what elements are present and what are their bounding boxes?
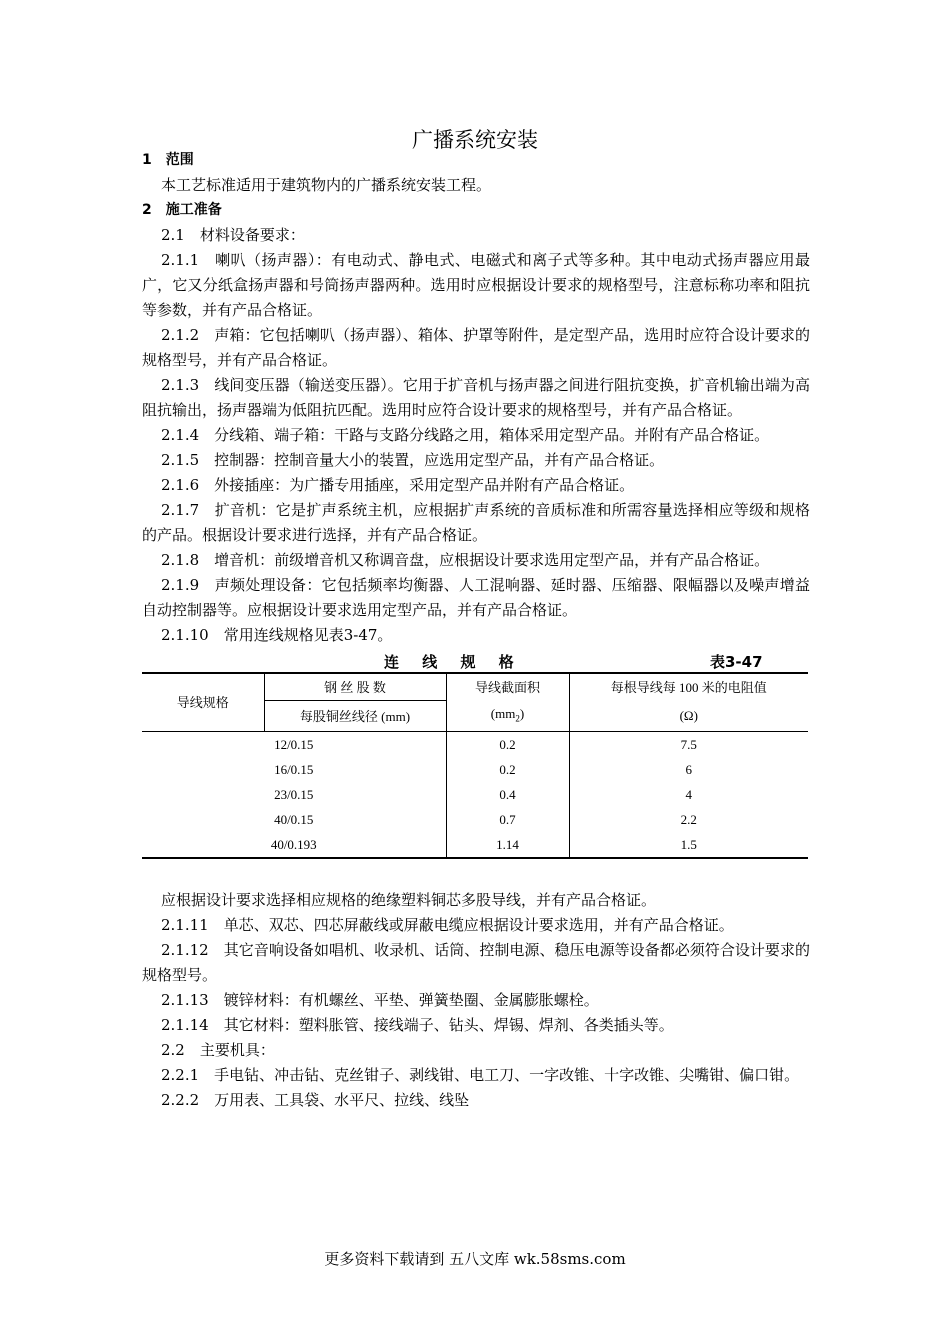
paragraph: 2.1.4 分线箱、端子箱：干路与支路分线路之用，箱体采用定型产品。并附有产品合格证。	[161, 426, 770, 444]
section-2-heading: 2 施工准备	[142, 202, 222, 218]
cell-area: 0.4	[446, 782, 569, 807]
header-strand-count: 钢 丝 股 数	[264, 673, 446, 701]
cell-area: 1.14	[446, 832, 569, 858]
paragraph: 2.1.13 镀锌材料：有机螺丝、平垫、弹簧垫圈、金属膨胀螺栓。	[161, 991, 599, 1010]
cell-resistance: 6	[569, 757, 808, 782]
paragraph: 2.1.6 外接插座：为广播专用插座，采用定型产品并附有产品合格证。	[161, 476, 635, 494]
header-resistance: 每根导线每 100 米的电阻值	[569, 673, 808, 701]
table-caption-row	[142, 650, 810, 672]
footer-link[interactable]: 更多资料下载请到 五八文库 wk.58sms.com	[324, 1250, 626, 1268]
wire-spec-table	[142, 672, 808, 859]
cell-spec: 40/0.15	[274, 812, 314, 828]
cell-spec: 23/0.15	[274, 787, 314, 803]
paragraph: 2.1.2 声箱：它包括喇叭（扬声器）、箱体、护罩等附件，是定型产品，选用时应符合设计要求的规格型号，并有产品合格证。	[142, 326, 810, 369]
paragraph: 2.2.1 手电钻、冲击钻、克丝钳子、剥线钳、电工刀、一字改锥、十字改锥、尖嘴钳、偏口钳。	[161, 1066, 800, 1085]
paragraph: 2.2.2 万用表、工具袋、水平尺、拉线、线坠	[161, 1091, 470, 1110]
cell-area: 0.7	[446, 807, 569, 832]
paragraph: 2.1.1 喇叭（扬声器）：有电动式、静电式、电磁式和离子式等多种。其中电动式扬声器应用最广，它又分纸盒扬声器和号筒扬声器两种。选用时应根据设计要求的规格型号，注意标称功率和阻抗等参数，并有产品合格证。	[142, 251, 810, 319]
table-row	[142, 757, 808, 782]
table-row	[142, 732, 808, 758]
paragraph: 2.1.12 其它音响设备如唱机、收录机、话筒、控制电源、稳压电源等设备都必须符合设计要求的规格型号。	[142, 941, 810, 985]
header-strand-diameter: 每股铜丝线径 (mm)	[264, 701, 446, 732]
paragraph: 2.1.11 单芯、双芯、四芯屏蔽线或屏蔽电缆应根据设计要求选用，并有产品合格证。	[161, 916, 734, 935]
cell-spec: 40/0.193	[142, 832, 446, 858]
table-row	[142, 782, 808, 807]
table-row	[142, 807, 808, 832]
paragraph: 2.1.8 增音机：前级增音机又称调音盘，应根据设计要求选用定型产品，并有产品合格证。	[161, 551, 770, 569]
paragraph: 2.1.5 控制器：控制音量大小的装置，应选用定型产品，并有产品合格证。	[161, 451, 665, 469]
section-1-text: 本工艺标准适用于建筑物内的广播系统安装工程。	[161, 176, 492, 194]
table-row	[142, 832, 808, 858]
paragraph: 2.1.9 声频处理设备：它包括频率均衡器、人工混响器、延时器、压缩器、限幅器以及噪声增益自动控制器等。应根据设计要求选用定型产品，并有产品合格证。	[142, 576, 810, 619]
paragraph: 应根据设计要求选择相应规格的绝缘塑料铜芯多股导线，并有产品合格证。	[161, 891, 657, 910]
paragraph: 2.1.3 线间变压器（输送变压器）。它用于扩音机与扬声器之间进行阻抗变换，扩音机输出端为高阻抗输出，扬声器端为低阻抗匹配。选用时应符合设计要求的规格型号，并有产品合格证。	[142, 376, 810, 419]
paragraph: 2.1.10 常用连线规格见表3-47。	[161, 626, 393, 644]
cell-resistance: 1.5	[569, 832, 808, 858]
cell-resistance: 7.5	[569, 732, 808, 758]
cell-area: 0.2	[446, 732, 569, 758]
document-body	[142, 148, 810, 1113]
header-wire-spec: 导线规格	[142, 673, 264, 732]
after-table-section	[142, 888, 810, 1113]
header-resistance-unit: (Ω)	[569, 701, 808, 732]
cell-area: 0.2	[446, 757, 569, 782]
paragraph: 2.2 主要机具：	[161, 1041, 275, 1060]
page-title: 广播系统安装	[412, 128, 538, 152]
section-2-1-heading: 2.1 材料设备要求：	[161, 226, 305, 244]
table-number: 表3-47	[710, 653, 763, 671]
cell-resistance: 4	[569, 782, 808, 807]
table-caption: 连 线 规 格	[384, 653, 523, 671]
cell-resistance: 2.2	[569, 807, 808, 832]
cell-spec: 16/0.15	[274, 762, 314, 778]
cell-spec: 12/0.15	[274, 737, 314, 753]
header-cross-section: 导线截面积	[446, 673, 569, 701]
paragraph: 2.1.7 扩音机：它是扩声系统主机，应根据扩声系统的音质标准和所需容量选择相应等级和规格的产品。根据设计要求进行选择，并有产品合格证。	[142, 501, 810, 544]
paragraph: 2.1.14 其它材料：塑料胀管、接线端子、钻头、焊锡、焊剂、各类插头等。	[161, 1016, 674, 1035]
section-1-heading: 1 范围	[142, 152, 194, 168]
header-cross-section-unit: $(mm_2)$	[446, 701, 569, 732]
